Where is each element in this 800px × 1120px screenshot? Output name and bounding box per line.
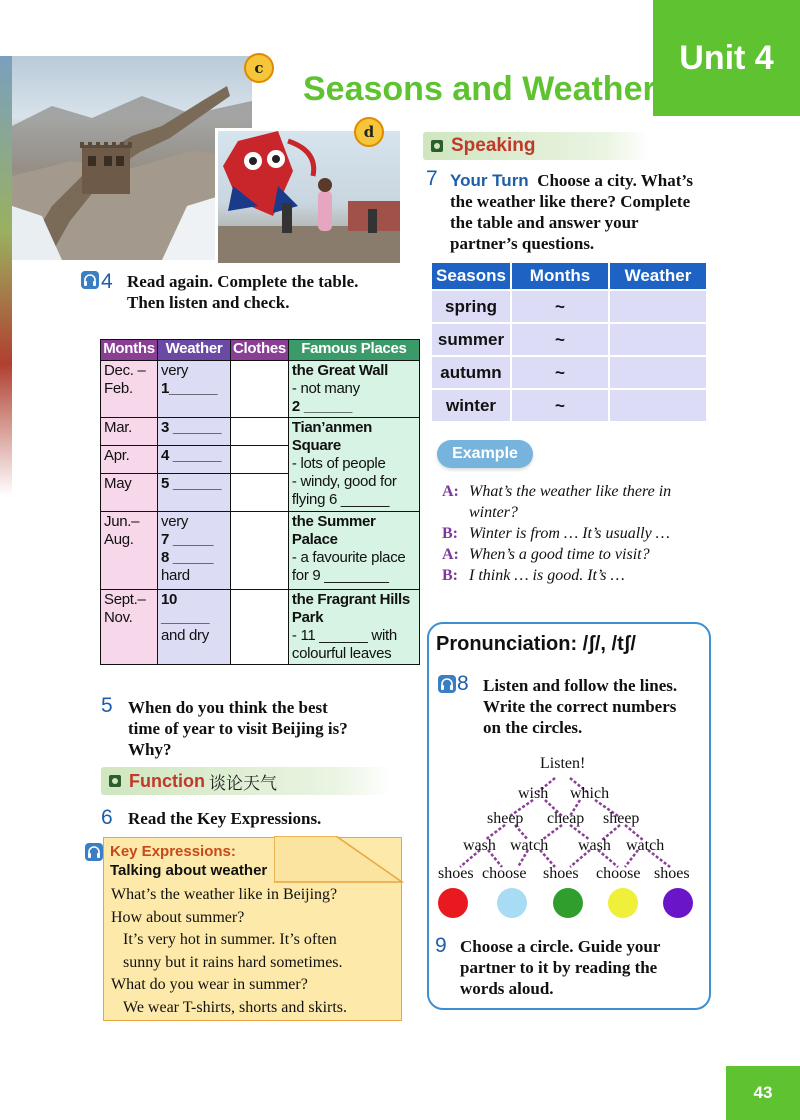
your-turn-label: Your Turn [450, 171, 529, 190]
kite-illustration [218, 131, 400, 263]
cell-clothes[interactable] [231, 590, 289, 665]
cell-clothes[interactable] [231, 361, 289, 418]
cell-clothes[interactable] [231, 512, 289, 590]
question-6-number: 6 [101, 806, 113, 829]
section-tag-icon [109, 775, 121, 787]
col-header-months: Months [512, 263, 610, 289]
speaking-section-bar [423, 132, 649, 160]
page-title: Seasons and Weather [303, 70, 656, 108]
cell-clothes[interactable] [231, 446, 289, 474]
answer-circle[interactable] [608, 888, 638, 918]
tree-word: wash [578, 837, 611, 854]
cell-weather[interactable]: very 7 _____ 8 _____ hard [158, 512, 231, 590]
expression-line: sunny but it rains hard sometimes. [123, 953, 343, 971]
box-corner-fold [274, 836, 404, 884]
kite-photo [215, 128, 400, 263]
question-9-number: 9 [435, 934, 447, 957]
tree-word: shoes [438, 865, 474, 882]
tree-word: watch [626, 837, 665, 854]
answer-circle[interactable] [438, 888, 468, 918]
weather-cell[interactable] [610, 355, 706, 388]
speaking-label: Speaking [451, 135, 536, 156]
function-label: Function [129, 770, 205, 791]
tree-word: which [570, 785, 610, 802]
col-header-famous-places: Famous Places [288, 340, 419, 361]
cell-months: Apr. [101, 446, 158, 474]
example-dialogue: A: What’s the weather like there in winter? B: Winter is from … It’s usually … A: When’s a good time to visit? B: I think … is good. It’s … [442, 483, 672, 584]
question-5-number: 5 [101, 694, 113, 717]
tree-word: wash [463, 837, 496, 854]
cell-places: the Fragrant Hills Park - 11 ______ with colourful leaves [288, 590, 419, 665]
weather-cell[interactable] [610, 289, 706, 322]
cell-weather[interactable]: 4 ______ [158, 446, 231, 474]
cell-places: the Summer Palace - a favourite place for 9 ________ [288, 512, 419, 590]
headphones-icon [437, 674, 457, 694]
season-cell: summer [432, 322, 512, 355]
season-cell: spring [432, 289, 512, 322]
answer-circle[interactable] [663, 888, 693, 918]
expression-line: How about summer? [111, 908, 245, 926]
page-number: 43 [726, 1066, 800, 1120]
photo-d-badge: d [354, 117, 384, 147]
weather-cell[interactable] [610, 322, 706, 355]
col-header-clothes: Clothes [231, 340, 289, 361]
cell-weather[interactable]: 3 ______ [158, 418, 231, 446]
tree-word: Listen! [540, 755, 586, 772]
answer-circle[interactable] [553, 888, 583, 918]
col-header-weather: Weather [610, 263, 706, 289]
cell-clothes[interactable] [231, 474, 289, 512]
tree-word: cheap [547, 810, 585, 827]
months-cell[interactable]: ~ [512, 355, 610, 388]
tree-word: shoes [654, 865, 690, 882]
weather-table-beijing [100, 339, 420, 665]
tree-word: shoes [543, 865, 579, 882]
season-cell: winter [432, 388, 512, 421]
months-cell[interactable]: ~ [512, 289, 610, 322]
col-header-seasons: Seasons [432, 263, 512, 289]
cell-places: Tian’anmen Square - lots of people - windy, good for flying 6 ______ [288, 418, 419, 512]
season-weather-table [432, 263, 706, 421]
audio-track-icon[interactable] [84, 842, 104, 866]
cell-clothes[interactable] [231, 418, 289, 446]
example-tag: Example [437, 440, 533, 468]
answer-circle[interactable] [497, 888, 527, 918]
cell-weather[interactable]: 10 ______ and dry [158, 590, 231, 665]
col-header-months: Months [101, 340, 158, 361]
headphones-icon [84, 842, 104, 862]
photo-c-badge: c [244, 53, 274, 83]
key-expressions-subtitle: Talking about weather [110, 862, 268, 879]
cell-months: Sept.– Nov. [101, 590, 158, 665]
expression-line: It’s very hot in summer. It’s often [123, 931, 337, 948]
tree-word: watch [510, 837, 549, 854]
question-7-number: 7 [426, 167, 438, 190]
tree-word: sheep [487, 810, 524, 827]
expression-line: What’s the weather like in Beijing? [111, 886, 338, 903]
question-6-text: Read the Key Expressions. [128, 809, 322, 828]
key-expressions-title: Key Expressions: [110, 843, 236, 860]
pronunciation-title: Pronunciation: /ʃ/, /tʃ/ [436, 633, 636, 655]
months-cell[interactable]: ~ [512, 388, 610, 421]
unit-tab: Unit 4 [653, 0, 800, 116]
question-8-text: Listen and follow the lines. Write the correct numbers on the circles. [483, 676, 678, 737]
tree-word: choose [482, 865, 527, 882]
side-photo-strip [0, 56, 12, 496]
question-7-text: Your Turn Choose a city. What’s the weather like there? Complete the table and answer your partner’s questions. [450, 171, 694, 253]
question-5-text: When do you think the best time of year to visit Beijing is? Why? [128, 698, 348, 759]
cell-months: May [101, 474, 158, 512]
cell-weather[interactable]: 5 ______ [158, 474, 231, 512]
cell-months: Jun.– Aug. [101, 512, 158, 590]
audio-track-icon[interactable] [437, 674, 457, 698]
season-cell: autumn [432, 355, 512, 388]
question-4-instruction: Read again. Complete the table. Then listen and check. [127, 272, 359, 312]
tree-word: sheep [603, 810, 640, 827]
cell-weather[interactable]: very 1______ [158, 361, 231, 418]
audio-track-icon[interactable] [80, 270, 100, 294]
key-expressions-box [103, 837, 402, 1021]
question-8-number: 8 [457, 672, 469, 695]
expression-line: What do you wear in summer? [111, 976, 308, 993]
section-tag-icon [431, 140, 443, 152]
tree-word: choose [596, 865, 641, 882]
headphones-icon [80, 270, 100, 290]
tree-word: wish [518, 785, 549, 802]
function-chinese-label: 谈论天气 [208, 773, 277, 794]
col-header-weather: Weather [158, 340, 231, 361]
cell-months: Dec. – Feb. [101, 361, 158, 418]
function-section-bar [101, 767, 391, 795]
weather-cell[interactable] [610, 388, 706, 421]
cell-places: the Great Wall - not many 2 ______ [288, 361, 419, 418]
cell-months: Mar. [101, 418, 158, 446]
question-4-number: 4 [101, 270, 113, 293]
expression-line: We wear T-shirts, shorts and skirts. [123, 998, 348, 1016]
question-9-text: Choose a circle. Guide your partner to it by reading the words aloud. [460, 937, 661, 998]
months-cell[interactable]: ~ [512, 322, 610, 355]
